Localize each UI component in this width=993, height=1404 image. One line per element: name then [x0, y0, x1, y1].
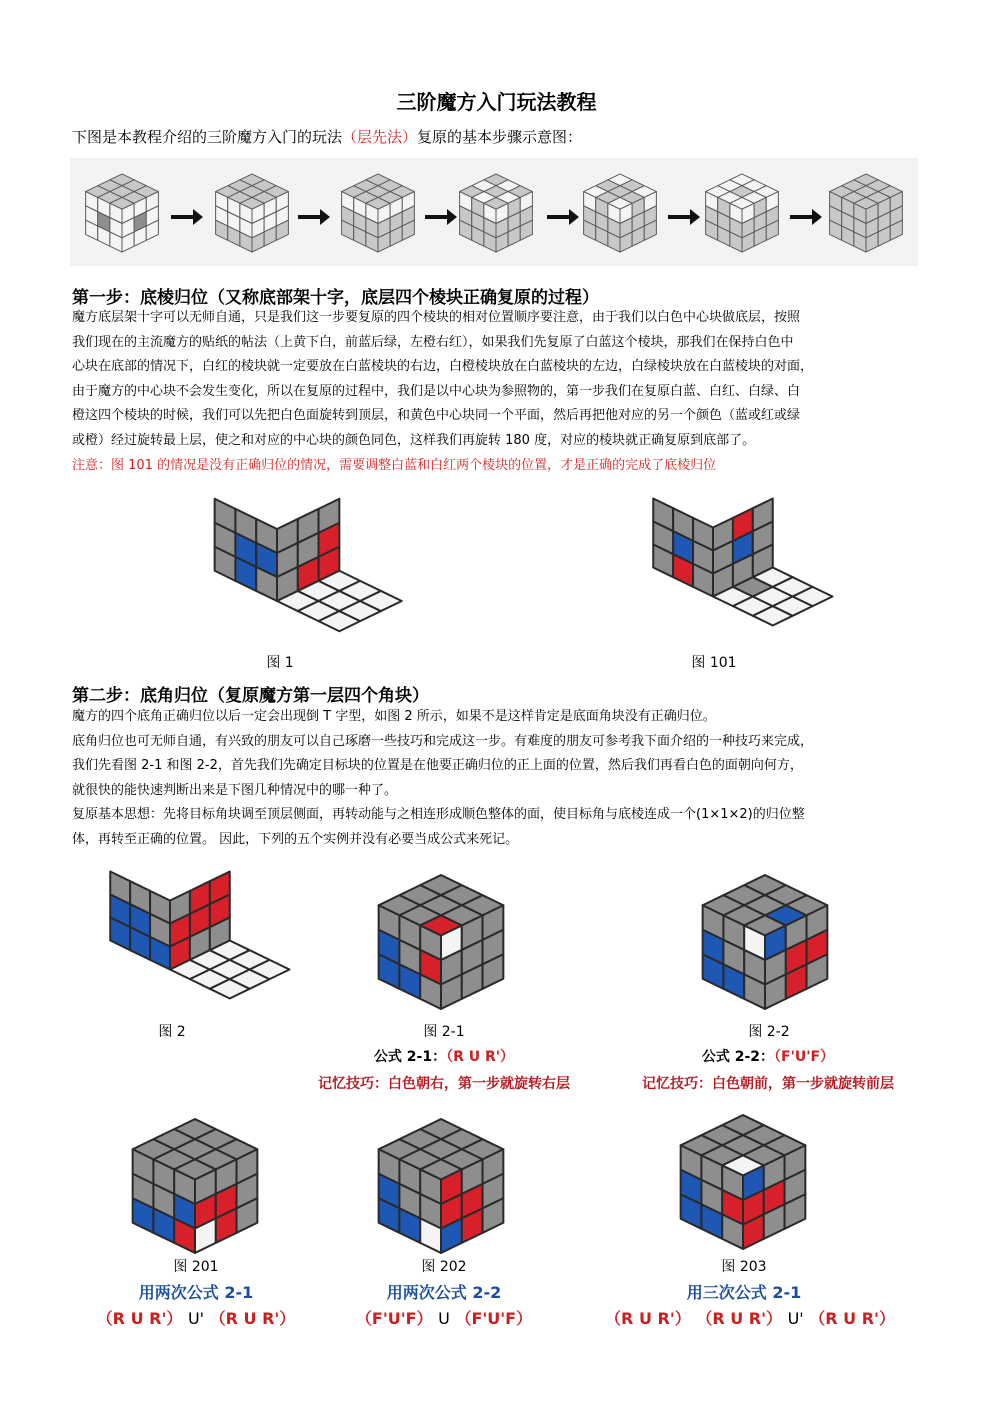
- intro-text: [72, 126, 582, 147]
- intro-highlight: （层先法）: [342, 128, 418, 146]
- formula-2-2-label: 公式 2-2：: [701, 1049, 775, 1065]
- fig201-cube: [130, 1118, 260, 1254]
- fig203-caption: 图 203: [721, 1259, 767, 1275]
- overview-cube-1: [84, 178, 160, 248]
- fig101-caption: 图 101: [691, 655, 737, 671]
- intro-after: 复原的基本步骤示意图：: [417, 128, 583, 146]
- move-single: U': [787, 1309, 804, 1328]
- overview-cube-4: [458, 178, 534, 248]
- formula-2-1: [284, 1046, 604, 1066]
- move-group: （F'U'F）: [455, 1309, 533, 1328]
- step1-line: 或橙）经过旋转最上层，使之和对应的中心块的颜色同色，这样我们再旋转 180 度，对应的棱块就正确复原到底部了。: [72, 432, 756, 448]
- step1-line: 魔方底层架十字可以无师自通，只是我们这一步要复原的四个棱块的相对位置顺序要注意，由于我们以白色中心块做底层，按照: [72, 310, 801, 325]
- step2-line: 底角归位也可无师自通，有兴致的朋友可以自己琢磨一些技巧和完成这一步。有难度的朋友可参考我下面介绍的一种技巧来完成，: [72, 733, 814, 749]
- page-title: 三阶魔方入门玩法教程: [396, 90, 597, 114]
- move-group: （R U R'）: [209, 1309, 296, 1328]
- use-203: 用三次公式 2-1: [686, 1283, 802, 1302]
- fig1-caption: 图 1: [266, 655, 294, 671]
- move-group: （R U R'）: [605, 1309, 691, 1328]
- move-group: （R U R'）: [809, 1309, 895, 1328]
- step2-line: 就很快的能快速判断出来是下图几种情况中的哪一种了。: [72, 782, 398, 798]
- sequence-202: [274, 1306, 614, 1329]
- step1-line: 由于魔方的中心块不会发生变化，所以在复原的过程中，我们是以中心块为参照物的，第一步我们在复原白蓝、白红、白绿、白: [72, 383, 801, 399]
- fig1-cube: [212, 500, 342, 630]
- fig101-cube: [650, 494, 776, 630]
- step2-heading: 第二步：底角归位（复原魔方第一层四个角块）: [72, 686, 429, 706]
- fig2-cube: [106, 872, 234, 998]
- step1-line: 心块在底部的情况下，白红的棱块就一定要放在白蓝棱块的右边，白橙棱块放在白蓝棱块的左边，白绿棱块放在白蓝棱块的对面，: [72, 359, 814, 375]
- formula-2-1-moves: （R U R'）: [446, 1049, 515, 1065]
- move-group: （R U R'）: [96, 1309, 183, 1328]
- step2-line: 体，再转至正确的位置。 因此，下列的五个实例并没有必要当成公式来死记。: [72, 831, 519, 847]
- step1-line: 我们现在的主流魔方的贴纸的帖法（上黄下白，前蓝后绿，左橙右红），如果我们先复原了白蓝这个棱块，那我们在保持白色中: [72, 334, 794, 350]
- fig203-cube: [678, 1112, 808, 1252]
- tip-2-1: 记忆技巧：白色朝右，第一步就旋转右层: [318, 1076, 570, 1092]
- move-group: （F'U'F）: [355, 1309, 433, 1328]
- overview-cube-2: [214, 178, 290, 248]
- formula-2-2-moves: （F'U'F）: [774, 1049, 835, 1065]
- overview-cube-3: [340, 178, 416, 248]
- step2-line: 魔方的四个底角正确归位以后一定会出现倒 T 字型，如图 2 所示，如果不是这样肯定是底面角块没有正确归位。: [72, 709, 716, 724]
- overview-cube-5: [582, 178, 658, 248]
- move-group: （R U R'）: [696, 1309, 782, 1328]
- sequence-203: [570, 1306, 930, 1329]
- tip-2-2: 记忆技巧：白色朝前，第一步就旋转前层: [642, 1076, 894, 1092]
- step2-paragraph: [72, 705, 922, 853]
- fig21-cube: [376, 872, 506, 1012]
- overview-cube-7: [828, 178, 904, 248]
- move-single: U: [438, 1309, 450, 1328]
- move-single: U': [187, 1309, 205, 1328]
- step1-paragraph: [72, 306, 922, 478]
- step2-line: 复原基本思想：先将目标角块调至顶层侧面，再转动能与之相连形成顺色整体的面，使目标角与底棱连成一个(1×1×2)的归位整: [72, 807, 805, 823]
- formula-2-2: [608, 1046, 928, 1066]
- fig201-caption: 图 201: [173, 1259, 219, 1275]
- overview-cube-6: [704, 178, 780, 248]
- use-202: 用两次公式 2-2: [386, 1283, 502, 1302]
- fig202-caption: 图 202: [421, 1259, 467, 1275]
- fig2-caption: 图 2: [158, 1024, 186, 1040]
- use-201: 用两次公式 2-1: [138, 1283, 254, 1302]
- fig202-cube: [376, 1118, 506, 1254]
- intro-before: 下图是本教程介绍的三阶魔方入门的玩法: [72, 128, 343, 146]
- step1-note: 注意：图 101 的情况是没有正确归位的情况，需要调整白蓝和白红两个棱块的位置，才是正确的完成了底棱归位: [72, 457, 717, 473]
- fig21-caption: 图 2-1: [423, 1024, 465, 1040]
- fig22-caption: 图 2-2: [748, 1024, 790, 1040]
- step1-heading: 第一步：底棱归位（又称底部架十字，底层四个棱块正确复原的过程）: [72, 288, 599, 308]
- step1-line: 橙这四个棱块的时候，我们可以先把白色面旋转到顶层，和黄色中心块同一个平面，然后再把他对应的另一个颜色（蓝或红或绿: [72, 408, 801, 424]
- fig22-cube: [700, 874, 830, 1010]
- step2-line: 我们先看图 2-1 和图 2-2，首先我们先确定目标块的位置是在他要正确归位的正上面的位置，然后我们再看白色的面朝向何方，: [72, 758, 803, 774]
- formula-2-1-label: 公式 2-1：: [373, 1049, 447, 1065]
